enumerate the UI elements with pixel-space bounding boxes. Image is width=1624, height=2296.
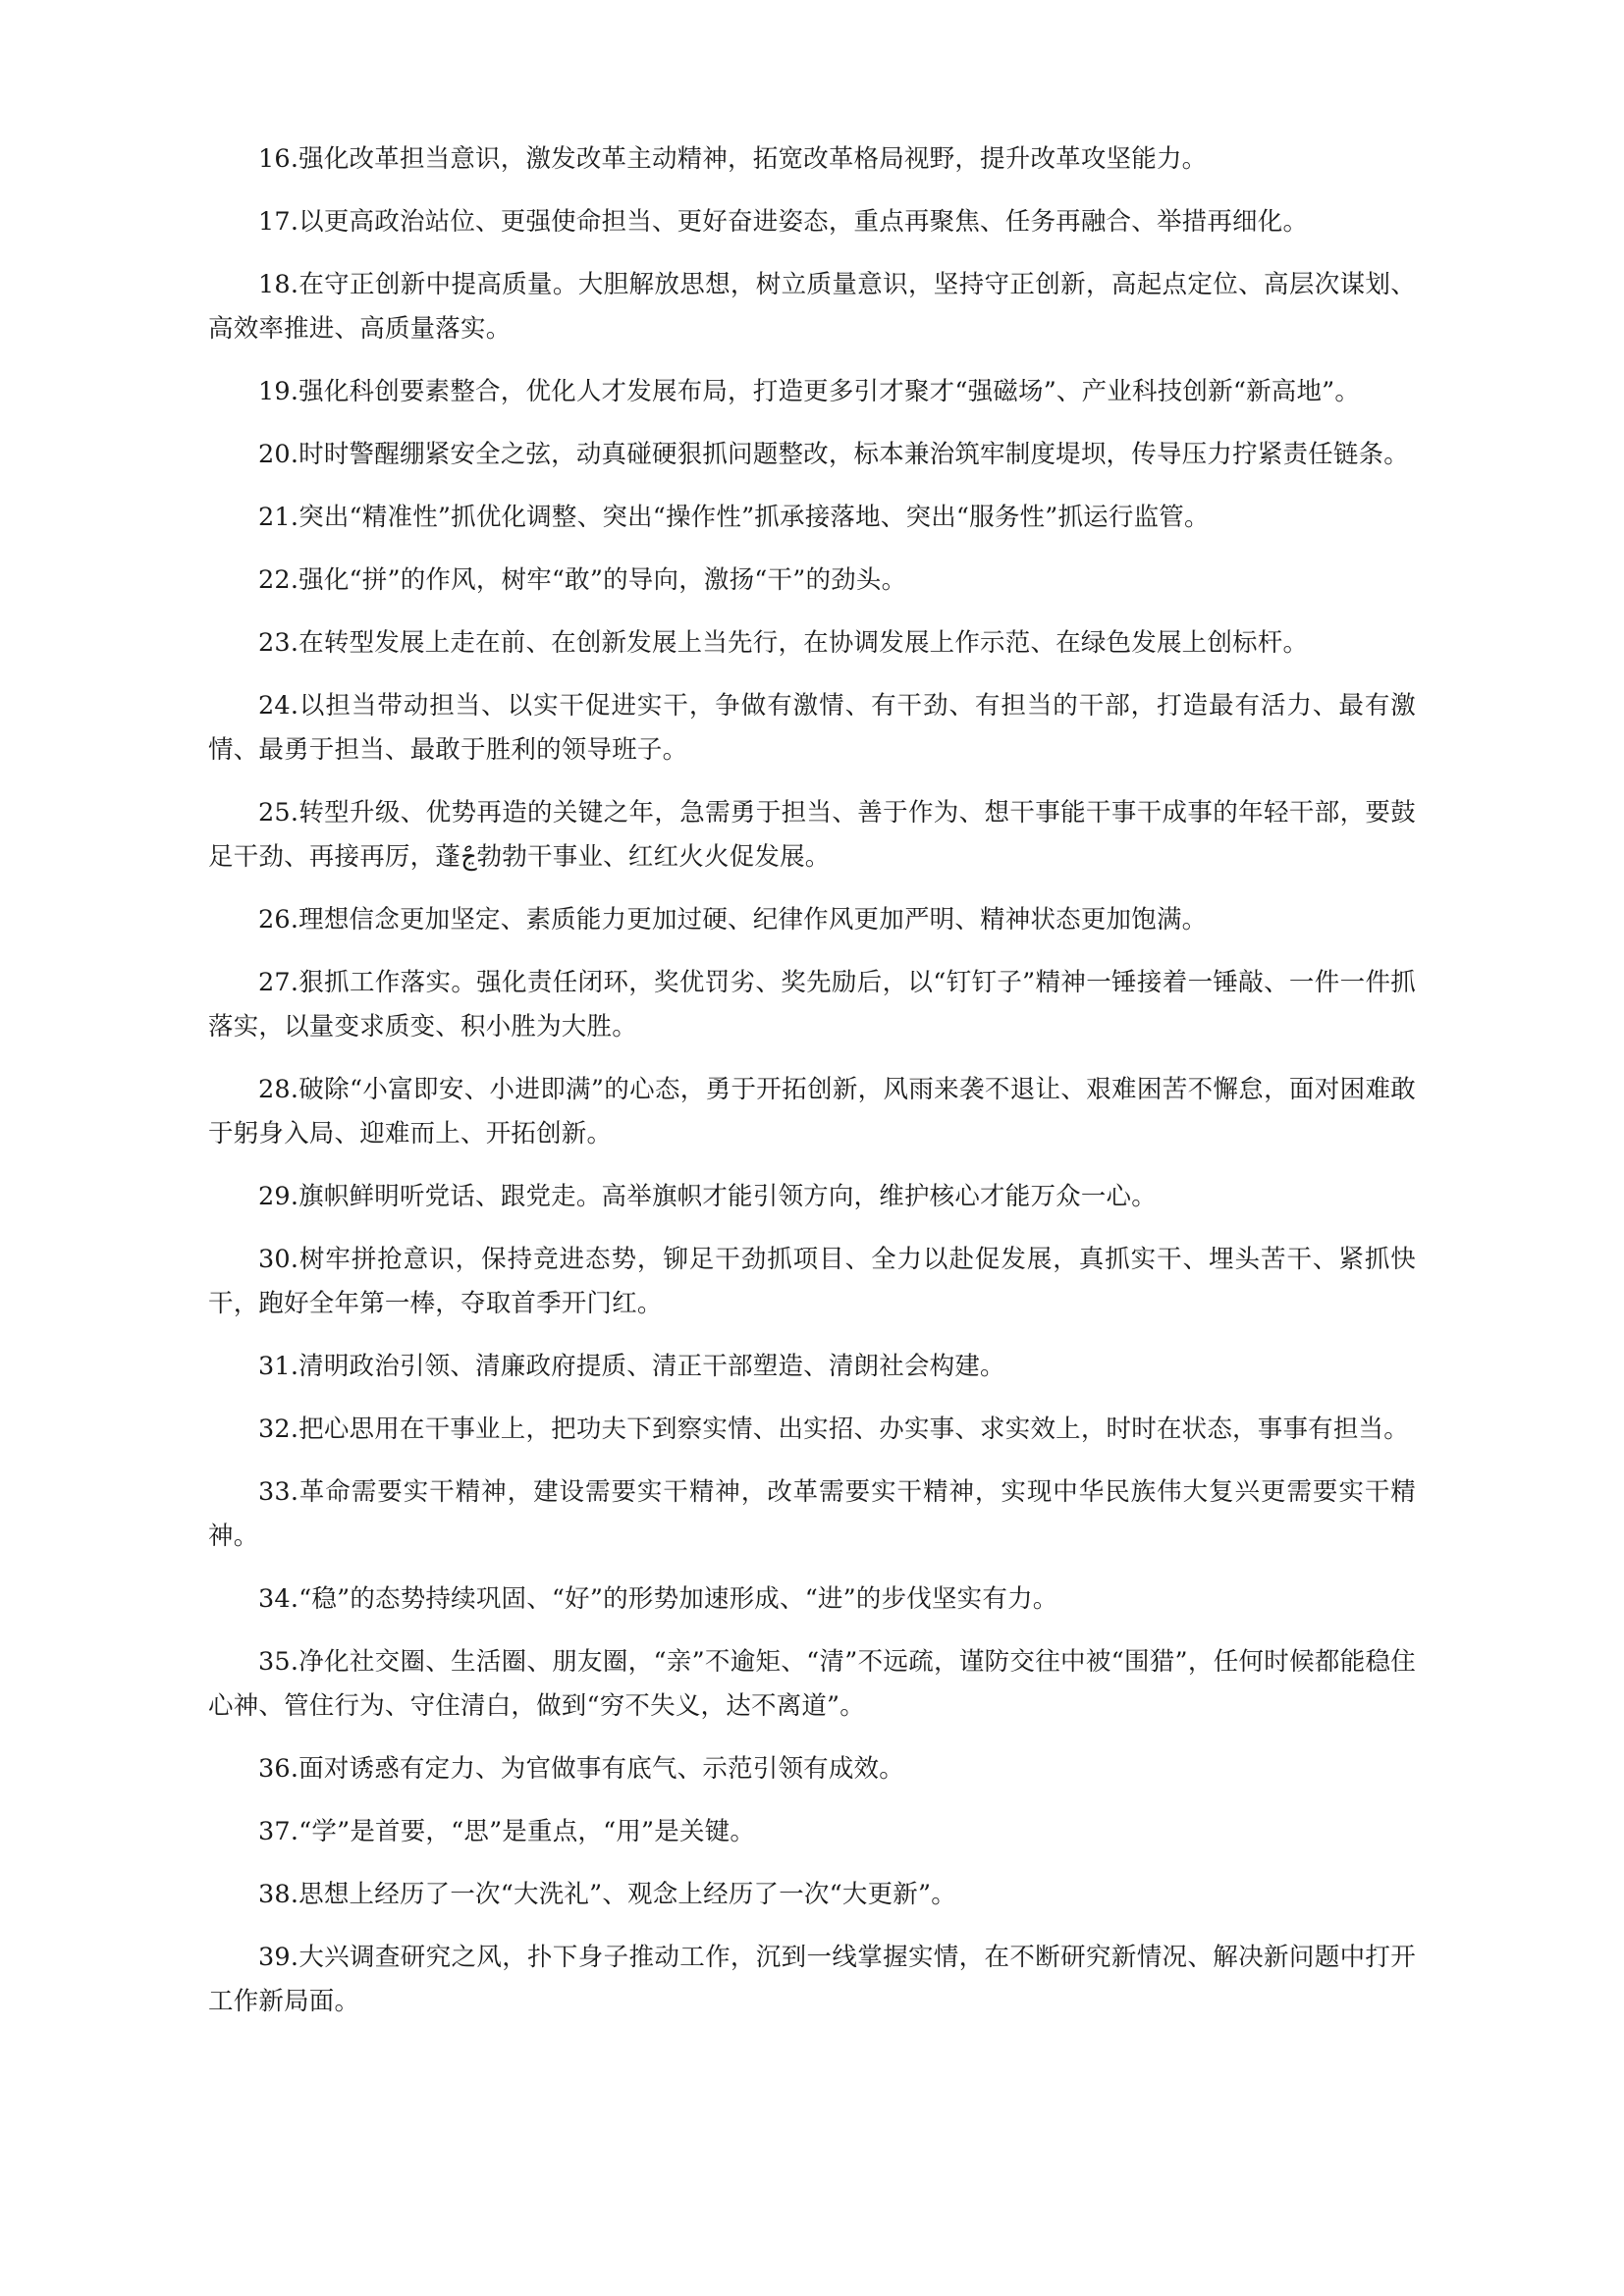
paragraph: 39.大兴调查研究之风，扑下身子推动工作，沉到一线掌握实情，在不断研究新情况、解决新问题中打开工作新局面。 — [208, 1943, 1416, 2016]
paragraph: 35.净化社交圈、生活圈、朋友圈，“亲”不逾矩、“清”不远疏，谨防交往中被“围猎”，任何时候都能稳住心神、管住行为、守住清白，做到“穷不失义，达不离道”。 — [208, 1647, 1416, 1721]
paragraph: 27.狠抓工作落实。强化责任闭环，奖优罚劣、奖先励后，以“钉钉子”精神一锤接着一锤敲、一件一件抓落实，以量变求质变、积小胜为大胜。 — [208, 968, 1416, 1041]
paragraph: 25.转型升级、优势再造的关键之年，急需勇于担当、善于作为、想干事能干事干成事的年轻干部，要鼓足干劲、再接再厉，蓬ްڃ勃勃干事业、红红火火促发展。 — [208, 798, 1416, 872]
paragraph: 23.在转型发展上走在前、在创新发展上当先行，在协调发展上作示范、在绿色发展上创标杆。 — [258, 628, 1309, 658]
paragraph: 30.树牢拼抢意识，保持竞进态势，铆足干劲抓项目、全力以赴促发展，真抓实干、埋头苦干、紧抓快干，跑好全年第一棒，夺取首季开门红。 — [208, 1245, 1416, 1318]
paragraph: 31.清明政治引领、清廉政府提质、清正干部塑造、清朗社会构建。 — [258, 1352, 1005, 1381]
paragraph: 16.强化改革担当意识，激发改革主动精神，拓宽改革格局视野，提升改革攻坚能力。 — [258, 144, 1208, 174]
paragraph: 18.在守正创新中提高质量。大胆解放思想，树立质量意识，坚持守正创新，高起点定位、高层次谋划、高效率推进、高质量落实。 — [208, 270, 1416, 344]
paragraph: 32.把心思用在干事业上，把功夫下到察实情、出实招、办实事、求实效上，时时在状态，事事有担当。 — [258, 1415, 1409, 1444]
paragraph: 37.“学”是首要，“思”是重点，“用”是关键。 — [258, 1817, 756, 1846]
paragraph: 38.思想上经历了一次“大洗礼”、观念上经历了一次“大更新”。 — [258, 1880, 956, 1909]
paragraph: 17.以更高政治站位、更强使命担当、更好奋进姿态，重点再聚焦、任务再融合、举措再细化。 — [258, 207, 1309, 237]
paragraph: 29.旗帜鲜明听党话、跟党走。高举旗帜才能引领方向，维护核心才能万众一心。 — [258, 1182, 1157, 1211]
paragraph: 36.面对诱惑有定力、为官做事有底气、示范引领有成效。 — [258, 1754, 904, 1784]
paragraph: 22.强化“拼”的作风，树牢“敢”的导向，激扬“干”的劲头。 — [258, 565, 907, 595]
paragraph: 21.突出“精准性”抓优化调整、突出“操作性”抓承接落地、突出“服务性”抓运行监管。 — [258, 503, 1210, 532]
paragraph: 28.破除“小富即安、小进即满”的心态，勇于开拓创新，风雨来袭不退让、艰难困苦不懈怠，面对困难敢于躬身入局、迎难而上、开拓创新。 — [208, 1075, 1416, 1148]
paragraph: 26.理想信念更加坚定、素质能力更加过硬、纪律作风更加严明、精神状态更加饱满。 — [258, 905, 1208, 934]
paragraph: 34.“稳”的态势持续巩固、“好”的形势加速形成、“进”的步伐坚实有力。 — [258, 1584, 1058, 1614]
paragraph: 20.时时警醒绷紧安全之弦，动真碰硬狠抓问题整改，标本兼治筑牢制度堤坝，传导压力拧紧责任链条。 — [258, 440, 1409, 469]
paragraph: 33.革命需要实干精神，建设需要实干精神，改革需要实干精神，实现中华民族伟大复兴更需要实干精神。 — [208, 1477, 1416, 1551]
document-body — [208, 137, 1416, 2024]
paragraph: 24.以担当带动担当、以实干促进实干，争做有激情、有干劲、有担当的干部，打造最有活力、最有激情、最勇于担当、最敢于胜利的领导班子。 — [208, 691, 1416, 765]
paragraph: 19.强化科创要素整合，优化人才发展布局，打造更多引才聚才“强磁场”、产业科技创新“新高地”。 — [258, 377, 1361, 406]
